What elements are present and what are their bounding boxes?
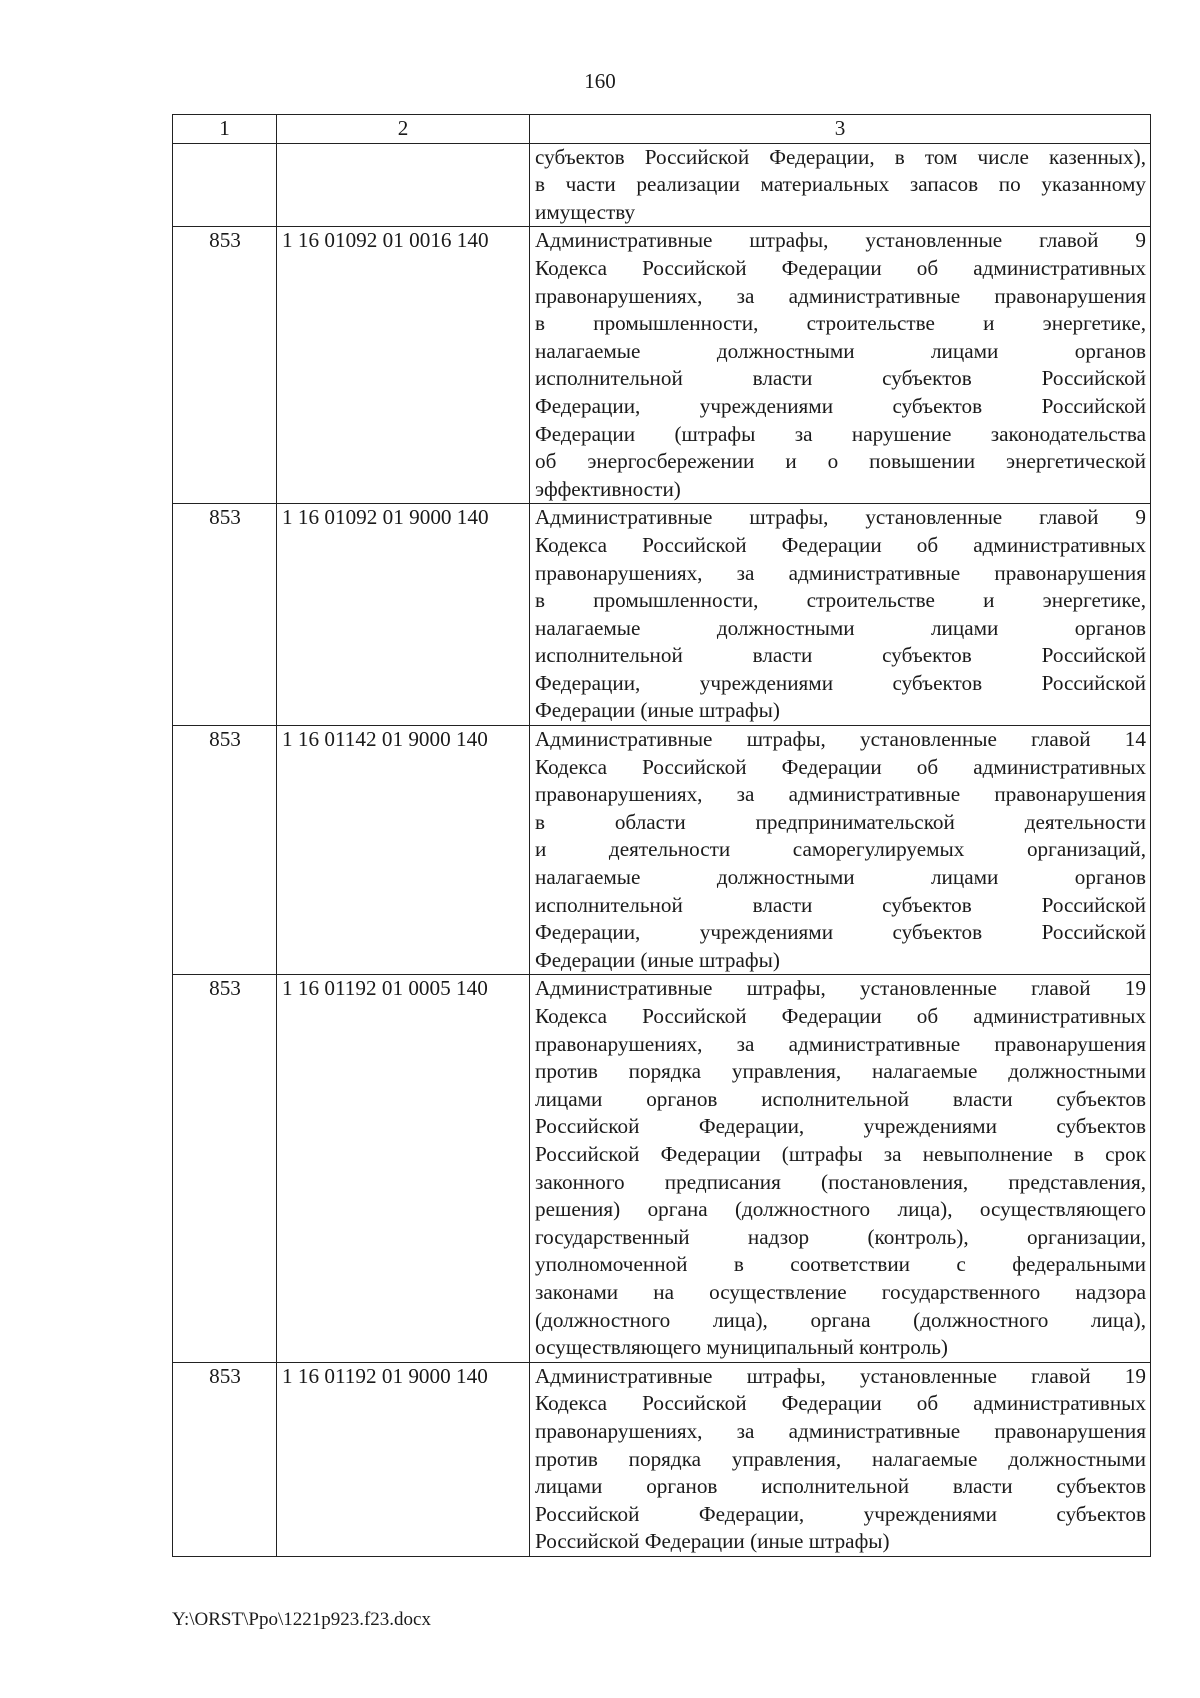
- admin-code-cell: [173, 143, 277, 227]
- admin-code-cell: 853: [173, 975, 277, 1362]
- admin-code-cell: 853: [173, 504, 277, 726]
- description-line: Кодекса Российской Федерации об административных: [535, 532, 1146, 557]
- description-line: Российской Федерации, учреждениями субъектов: [535, 1501, 1146, 1526]
- budget-classification-code-cell: [277, 143, 530, 227]
- table-row: [173, 143, 1151, 227]
- description-line: в области предпринимательской деятельности: [535, 809, 1146, 834]
- description-line: Федерации (штрафы за нарушение законодательства: [535, 421, 1146, 446]
- description-line: исполнительной власти субъектов Российской: [535, 366, 1146, 391]
- description-line: Кодекса Российской Федерации об административных: [535, 1004, 1146, 1028]
- description-line: в промышленности, строительстве и энергетике,: [535, 311, 1146, 336]
- description-line: исполнительной власти субъектов Российской: [535, 892, 1146, 917]
- description-line: налагаемые должностными лицами органов: [535, 615, 1146, 640]
- description-line: против порядка управления, налагаемые должностными: [535, 1059, 1146, 1084]
- description-line: Федерации (иные штрафы): [535, 947, 780, 972]
- description-line: решения) органа (должностного лица), осуществляющего: [535, 1197, 1146, 1222]
- description-line: осуществляющего муниципальный контроль): [535, 1335, 948, 1360]
- revenue-description-cell: [530, 726, 1151, 975]
- revenue-description-cell: [530, 227, 1151, 504]
- description-line: Кодекса Российской Федерации об административных: [535, 1391, 1146, 1416]
- table-row: [173, 1362, 1151, 1556]
- budget-classification-code-cell: 1 16 01092 01 0016 140: [277, 227, 530, 504]
- description-line: Российской Федерации (штрафы за невыполнение в срок: [535, 1141, 1146, 1166]
- budget-classification-code-cell: 1 16 01192 01 0005 140: [277, 975, 530, 1362]
- description-line: Российской Федерации (иные штрафы): [535, 1529, 890, 1554]
- description-line: уполномоченной в соответствии с федеральными: [535, 1252, 1146, 1277]
- description-line: лицами органов исполнительной власти субъектов: [535, 1086, 1146, 1111]
- description-line: лицами органов исполнительной власти субъектов: [535, 1474, 1146, 1499]
- budget-classification-code-cell: 1 16 01142 01 9000 140: [277, 726, 530, 975]
- description-line: правонарушениях, за административные правонарушения: [535, 283, 1146, 308]
- description-line: Федерации, учреждениями субъектов Российской: [535, 920, 1146, 945]
- description-line: Административные штрафы, установленные главой 14: [535, 727, 1146, 752]
- description-line: (должностного лица), органа (должностного лица),: [535, 1307, 1146, 1332]
- description-line: Административные штрафы, установленные главой 19: [535, 976, 1146, 1001]
- description-line: Федерации (иные штрафы): [535, 698, 780, 723]
- table-row: [173, 227, 1151, 504]
- description-line: законного предписания (постановления, представления,: [535, 1169, 1146, 1194]
- description-line: об энергосбережении и о повышении энергетической: [535, 449, 1146, 474]
- description-line: Кодекса Российской Федерации об административных: [535, 754, 1146, 779]
- description-line: исполнительной власти субъектов Российской: [535, 643, 1146, 668]
- budget-classification-code-cell: 1 16 01192 01 9000 140: [277, 1362, 530, 1556]
- description-line: правонарушениях, за административные правонарушения: [535, 560, 1146, 585]
- description-line: и деятельности саморегулируемых организаций,: [535, 837, 1146, 862]
- description-line: против порядка управления, налагаемые должностными: [535, 1446, 1146, 1471]
- description-line: правонарушениях, за административные правонарушения: [535, 1031, 1146, 1056]
- description-line: Федерации, учреждениями субъектов Российской: [535, 670, 1146, 695]
- header-column-1: 1: [173, 115, 277, 144]
- description-line: Административные штрафы, установленные главой 19: [535, 1363, 1146, 1388]
- description-line: Административные штрафы, установленные главой 9: [535, 505, 1146, 530]
- description-line: Федерации, учреждениями субъектов Российской: [535, 393, 1146, 418]
- table-header-row: [173, 115, 1151, 144]
- table-row: [173, 975, 1151, 1362]
- table-row: [173, 726, 1151, 975]
- header-column-3: 3: [530, 115, 1151, 144]
- description-line: эффективности): [535, 476, 681, 501]
- description-line: в промышленности, строительстве и энергетике,: [535, 588, 1146, 613]
- header-column-2: 2: [277, 115, 530, 144]
- page-number: 160: [584, 69, 616, 93]
- description-line: Российской Федерации, учреждениями субъектов: [535, 1114, 1146, 1139]
- description-line: субъектов Российской Федерации, в том числе казенных),: [535, 144, 1146, 169]
- description-line: Административные штрафы, установленные главой 9: [535, 228, 1146, 253]
- table-body: [173, 143, 1151, 1556]
- description-line: законами на осуществление государственного надзора: [535, 1279, 1146, 1304]
- description-line: правонарушениях, за административные правонарушения: [535, 1418, 1146, 1443]
- description-line: Кодекса Российской Федерации об административных: [535, 255, 1146, 280]
- admin-code-cell: 853: [173, 726, 277, 975]
- footer-file-path: Y:\ORST\Ppo\1221p923.f23.docx: [172, 1609, 431, 1630]
- admin-code-cell: 853: [173, 227, 277, 504]
- description-line: государственный надзор (контроль), организации,: [535, 1224, 1146, 1249]
- description-line: в части реализации материальных запасов по указанному: [535, 172, 1146, 197]
- budget-codes-table: [172, 114, 1151, 1557]
- description-line: налагаемые должностными лицами органов: [535, 865, 1146, 890]
- description-line: правонарушениях, за административные правонарушения: [535, 782, 1146, 807]
- table-row: [173, 504, 1151, 726]
- revenue-description-cell: [530, 143, 1151, 227]
- budget-classification-code-cell: 1 16 01092 01 9000 140: [277, 504, 530, 726]
- description-line: налагаемые должностными лицами органов: [535, 338, 1146, 363]
- description-line: имуществу: [535, 199, 636, 224]
- revenue-description-cell: [530, 504, 1151, 726]
- revenue-description-cell: [530, 1362, 1151, 1556]
- revenue-description-cell: [530, 975, 1151, 1362]
- admin-code-cell: 853: [173, 1362, 277, 1556]
